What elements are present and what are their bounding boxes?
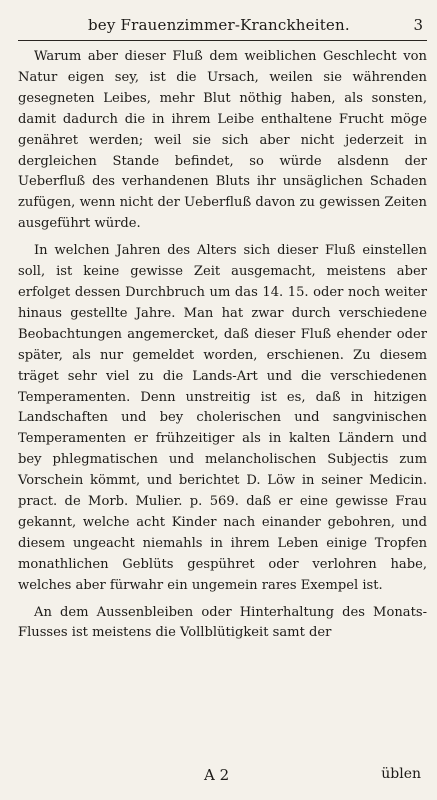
body-text (18, 47, 427, 644)
signature-mark: A 2 (204, 766, 230, 784)
page-number: 3 (413, 16, 423, 34)
page-footer (18, 764, 427, 794)
paragraph-3: An dem Aussenbleiben oder Hinterhaltung des Monats-Flusses ist meistens die Vollblütigkeit samt der (18, 604, 427, 641)
paragraph-1: Warum aber dieser Fluß dem weiblichen Geschlecht von Natur eigen sey, ist die Ursach, weilen sie währenden gesegneten Leibes, mehr Blut nöthig haben, als sonsten, damit dadurch die in ihrem Leibe enthaltene Frucht möge genähret werden; weil sie sich aber nicht jederzeit in dergleichen Stande befindet, so würde alsdenn der Ueberfluß des verhandenen Bluts ihr unsäglichen Schaden zufügen, wenn nicht der Ueberfluß davon zu gewissen Zeiten ausgeführt würde. (18, 49, 427, 232)
running-head: bey Frauenzimmer-Kranckheiten. (88, 16, 350, 34)
paragraph-2: In welchen Jahren des Alters sich dieser Fluß einstellen soll, ist keine gewisse Zeit ausgemacht, meistens aber erfolget dessen Durchbruch um das 14. 15. oder noch weiter hinaus gestellte Jahre. Man hat zwar durch verschiedene Beobachtungen angemercket, daß dieser Fluß ehender oder später, als nur gemeldet worden, erschienen. Zu diesem träget sehr viel zu die Lands-Art und die verschiedenen Temperamenten. Denn unstreitig ist es, daß in hitzigen Landschaften und bey cholerischen und sangvinischen Temperamenten er frühzeitiger als in kalten Ländern und bey phlegmatischen und melancholischen Subjectis zum Vorschein kömmt, und berichtet D. Löw in seiner Medicin. pract. de Morb. Mulier. p. 569. daß er eine gewisse Frau gekannt, welche acht Kinder nach einander gebohren, und diesem ungeacht niemahls in ihrem Leben einige Tropfen monathlichen Geblüts gespühret oder verlohren habe, welches aber fürwahr ein ungemein rares Exempel ist. (18, 243, 427, 593)
page-header (18, 6, 427, 41)
catchword: üblen (381, 766, 421, 782)
